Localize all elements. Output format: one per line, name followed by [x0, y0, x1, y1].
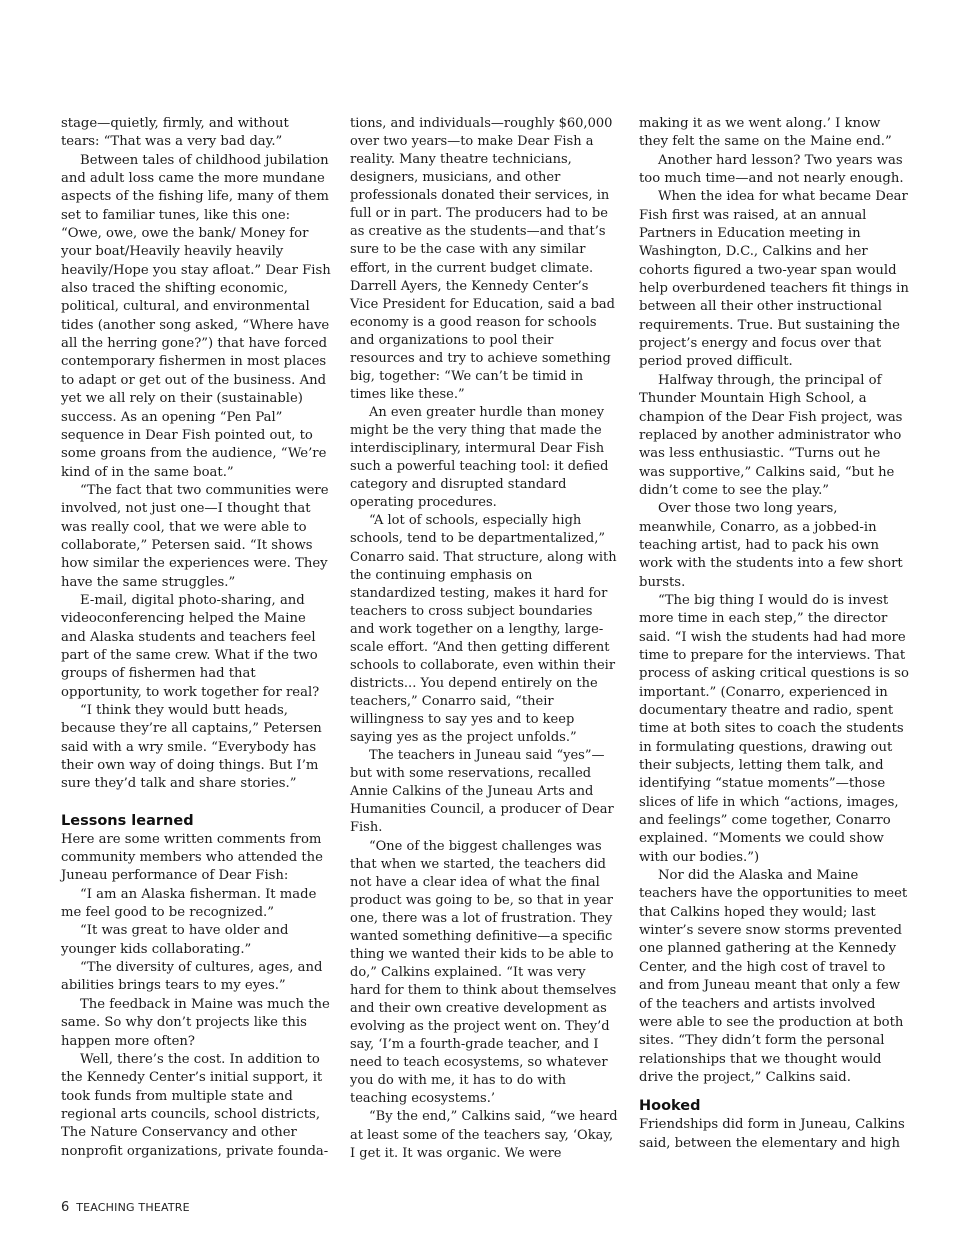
paragraph: “One of the biggest challenges was that when we started, the teachers did not have a clear idea of what the final product was going to be, so that in year one, there was a lot of frustration. They wanted something definitive—a specific thing we wanted their kids to be able to do,” Calkins explained. “It was very hard for them to think about themselves and their own creative development as evolving as the project went on. They’d say, ‘I’m a fourth-grade teacher, and I need to teach ecosystems, so whatever you do with me, it has to do with teaching ecosystems.’	[350, 838, 617, 1107]
paragraph: “The diversity of cultures, ages, and abilities brings tears to my eyes.”	[61, 960, 323, 994]
paragraph: An even greater hurdle than money might be the very thing that made the interdisciplinary, intermural Dear Fish such a powerful teaching tool: it defied category and disrupted standard operating procedures.	[350, 405, 609, 511]
paragraph: “It was great to have older and younger kids collaborating.”	[61, 923, 289, 957]
text-column-2	[350, 115, 620, 1163]
paragraph: The feedback in Maine was much the same. So why don’t projects like this happen more often?	[61, 996, 330, 1049]
text-column-1	[61, 115, 331, 1161]
paragraph: “I am an Alaska fisherman. It made me feel good to be recognized.”	[61, 886, 317, 921]
paragraph: stage—quietly, firmly, and without tears: “That was a very bad day.”	[61, 116, 289, 150]
section-heading-lessons-learned: Lessons learned	[61, 812, 194, 829]
paragraph: “By the end,” Calkins said, “we heard at least some of the teachers say, ‘Okay, I get it. It was organic. We were	[350, 1109, 618, 1161]
paragraph: Halfway through, the principal of Thunder Mountain High School, a champion of the Dear Fish project, was replaced by another administrator who was less enthusiastic. “Turns out he was supportive,” Calkins said, “but he didn’t come to see the play.”	[639, 372, 903, 498]
paragraph: The teachers in Juneau said “yes”—but with some reservations, recalled Annie Calkins of the Juneau Arts and Humanities Council, a producer of Dear Fish.	[350, 748, 614, 836]
paragraph: Nor did the Alaska and Maine teachers have the opportunities to meet that Calkins hoped they would; last winter’s severe snow storms prevented one planned gathering at the Kennedy Center, and the high cost of travel to and from Juneau meant that only a few of the teachers and artists involved were able to see the production at both sites. “They didn’t form the personal relationships that we thought would drive the project,” Calkins said.	[639, 868, 908, 1085]
paragraph: Another hard lesson? Two years was too much time—and not nearly enough.	[639, 152, 904, 187]
paragraph: “The big thing I would do is invest more time in each step,” the director said. “I wish the students had had more time to prepare for the interviews. That process of asking critical questions is so important.” (Conarro, experienced in documentary theatre and radio, spent time at both sites to coach the students in formulating questions, drawing out their subjects, letting them talk, and identifying “statue moments”—those slices of life in which “actions, images, and feelings” come together, Conarro explained. “Moments we could show with our bodies.”)	[639, 592, 909, 865]
paragraph: Over those two long years, meanwhile, Conarro, as a jobbed-in teaching artist, had to pack his own work with the students into a few short bursts.	[639, 501, 903, 590]
page-number: 6	[61, 1200, 70, 1215]
paragraph: Friendships did form in Juneau, Calkins said, between the elementary and high	[639, 1117, 905, 1151]
paragraph: E-mail, digital photo-sharing, and videoconferencing helped the Maine and Alaska students and teachers feel part of the same crew. What if the two groups of fishermen had that opportunity, to work together for real?	[61, 592, 320, 700]
paragraph: tions, and individuals—roughly $60,000 over two years—to make Dear Fish a reality. Many theatre technicians, designers, musicians, and other professionals donated their services, in full or in part. The producers had to be as creative as the students—and that’s sure to be the case with any similar effort, in the current budget climate. Darrell Ayers, the Kennedy Center’s Vice President for Education, said a bad economy is a good reason for schools and organizations to pool their resources and try to achieve something big, together: “We can’t be timid in times like these.”	[350, 116, 616, 402]
paragraph: “I think they would butt heads, because they’re all captains,” Petersen said with a wry smile. “Everybody has their own way of doing things. But I’m sure they’d talk and share stories.”	[61, 703, 322, 792]
paragraph: Well, there’s the cost. In addition to the Kennedy Center’s initial support, it took funds from multiple state and regional arts councils, school districts, The Nature Conservancy and other nonprofit organizations, private founda-	[61, 1051, 329, 1159]
page-footer	[61, 1200, 190, 1215]
paragraph: “The fact that two communities were involved, not just one—I thought that was really cool, that we were able to collaborate,” Petersen said. “It shows how similar the experiences were. They have the same struggles.”	[61, 482, 329, 590]
section-heading-hooked: Hooked	[639, 1098, 701, 1115]
paragraph: Here are some written comments from community members who attended the Juneau performance of Dear Fish:	[61, 831, 323, 884]
text-column-3	[639, 115, 909, 1153]
publication-name: TEACHING THEATRE	[76, 1201, 190, 1214]
paragraph: “A lot of schools, especially high schools, tend to be departmentalized,” Conarro said. That structure, along with the continuing emphasis on standardized testing, makes it hard for teachers to cross subject boundaries and work together on a lengthy, large-scale effort. “And then getting different schools to collaborate, even within their districts... You depend entirely on the teachers,” Conarro said, “their willingness to say yes and to keep saying yes as the project unfolds.”	[350, 513, 617, 746]
paragraph: Between tales of childhood jubilation and adult loss came the more mundane aspects of the fishing life, many of them set to familiar tunes, like this one: “Owe, owe, owe the bank/ Money for your boat/Heavily heavily heavily heavily/Hope you stay afloat.” Dear Fish also traced the shifting economic, political, cultural, and environmental tides (another song asked, “Where have all the herring gone?”) that have forced contemporary fishermen in most places to adapt or get out of the business. And yet we all rely on their (sustainable) success. As an opening “Pen Pal” sequence in Dear Fish pointed out, to some groans from the audience, “We’re kind of in the same boat.”	[61, 152, 331, 480]
paragraph: When the idea for what became Dear Fish first was raised, at an annual Partners in Education meeting in Washington, D.C., Calkins and her cohorts figured a two-year span would help overburdened teachers fit things in between all their other instructional requirements. True. But sustaining the project’s energy and focus over that period proved difficult.	[639, 189, 909, 370]
paragraph: making it as we went along.’ I know they felt the same on the Maine end.”	[639, 116, 892, 150]
